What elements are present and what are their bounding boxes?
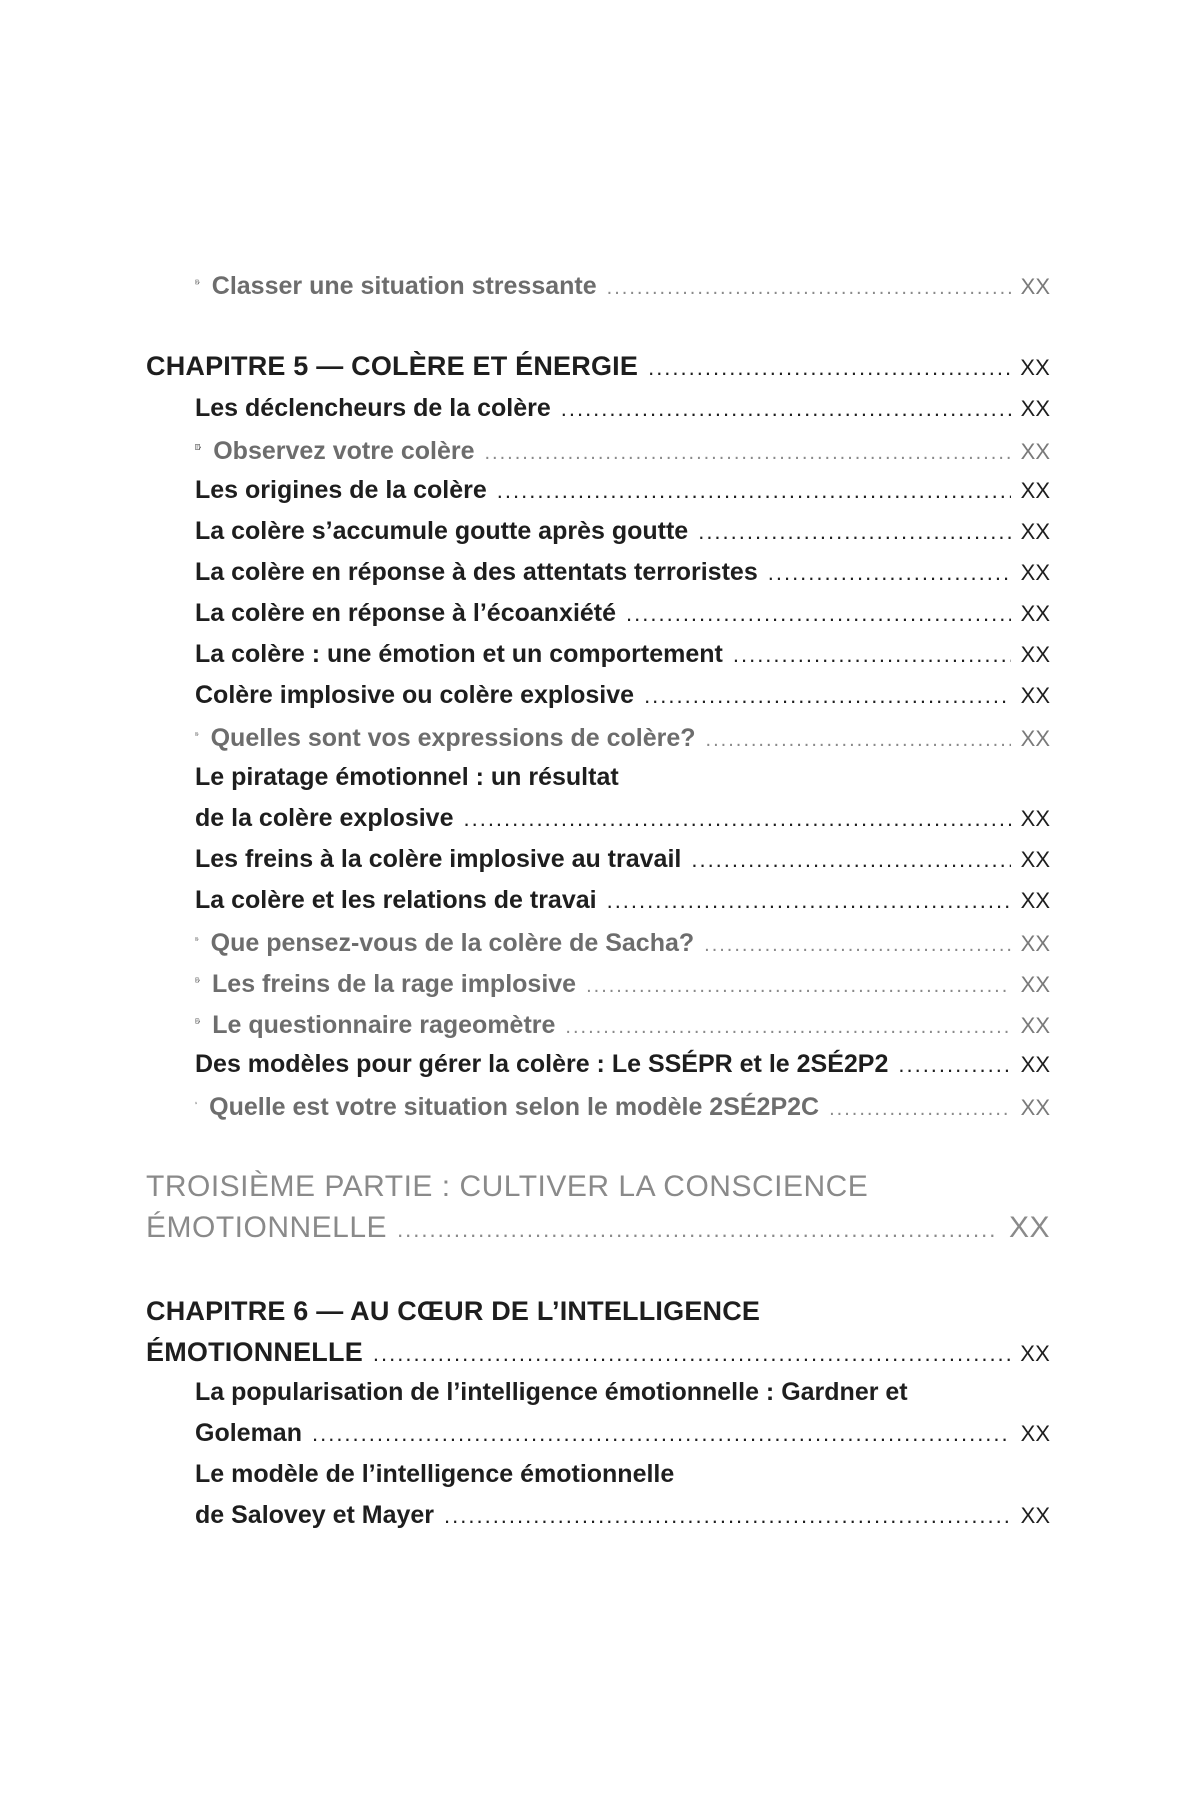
leader-dots: [898, 1052, 1010, 1078]
leader-dots: [648, 355, 1010, 381]
toc-page-number: XX: [1020, 1052, 1050, 1077]
toc-section-piratage[interactable]: [195, 804, 1050, 833]
leader-dots: [373, 1341, 1010, 1367]
leader-dots: [733, 642, 1011, 668]
notepad-pencil-icon: [195, 722, 199, 746]
notepad-pencil-icon: [195, 270, 200, 294]
leader-dots: [586, 975, 1011, 998]
toc-entry-title: Que pensez-vous de la colère de Sacha?: [210, 929, 695, 957]
toc-section-origines[interactable]: [195, 476, 1050, 505]
notepad-pencil-icon: [195, 1009, 200, 1033]
leader-dots: [829, 1098, 1011, 1121]
toc-page-number: XX: [1020, 355, 1050, 380]
notepad-pencil-icon: [195, 435, 201, 459]
toc-section-accumule[interactable]: [195, 517, 1050, 546]
toc-entry-title: Goleman: [195, 1419, 302, 1447]
toc-page-number: XX: [1020, 560, 1050, 585]
toc-chapter-6-line1[interactable]: CHAPITRE 6 — AU CŒUR DE L’INTELLIGENCE: [146, 1296, 761, 1326]
leader-dots: [565, 1016, 1010, 1039]
toc-entry-title: Classer une situation stressante: [211, 272, 597, 300]
notepad-pencil-icon: [195, 968, 200, 992]
toc-part-3[interactable]: [146, 1211, 1050, 1245]
toc-entry-title: Les freins à la colère implosive au travail: [195, 845, 682, 873]
toc-section-relations[interactable]: [195, 886, 1050, 915]
leader-dots: [312, 1421, 1011, 1447]
toc-exercise-observez[interactable]: [195, 435, 1050, 466]
toc-page-number: XX: [1020, 1341, 1050, 1366]
leader-dots: [444, 1503, 1011, 1529]
toc-entry-title: Observez votre colère: [213, 437, 475, 465]
toc-exercise-classer[interactable]: [195, 270, 1050, 301]
leader-dots: [463, 806, 1010, 832]
leader-dots: [626, 601, 1011, 627]
toc-section-popularisation[interactable]: [195, 1419, 1050, 1448]
notepad-pencil-icon: [195, 1091, 197, 1115]
toc-page-number: XX: [1020, 519, 1050, 544]
toc-page-number: XX: [1008, 1211, 1050, 1244]
toc-entry-title: La colère en réponse à des attentats terroristes: [195, 558, 758, 586]
leader-dots: [698, 519, 1010, 545]
toc-section-popularisation-line1[interactable]: La popularisation de l’intelligence émotionnelle : Gardner et: [195, 1378, 908, 1406]
toc-page-number: XX: [1020, 847, 1050, 872]
toc-page-number: XX: [1020, 726, 1050, 751]
leader-dots: [484, 442, 1010, 465]
toc-page-number: XX: [1020, 888, 1050, 913]
toc-section-ecoanxiete[interactable]: [195, 599, 1050, 628]
toc-page-number: XX: [1020, 1503, 1050, 1528]
notepad-pencil-icon: [195, 927, 199, 951]
toc-chapter-title: CHAPITRE 5 — COLÈRE ET ÉNERGIE: [146, 351, 639, 381]
toc-page-number: XX: [1020, 683, 1050, 708]
toc-entry-title: Quelles sont vos expressions de colère?: [210, 724, 696, 752]
toc-entry-title: Colère implosive ou colère explosive: [195, 681, 635, 709]
toc-entry-title: La colère et les relations de travai: [195, 886, 597, 914]
toc-exercise-2se2p2c[interactable]: [195, 1091, 1050, 1122]
leader-dots: [607, 888, 1011, 914]
toc-section-piratage-line1[interactable]: Le piratage émotionnel : un résultat: [195, 763, 619, 791]
toc-page-number: XX: [1020, 931, 1050, 956]
toc-page-number: XX: [1020, 439, 1050, 464]
leader-dots: [704, 934, 1011, 957]
toc-section-freins-travail[interactable]: [195, 845, 1050, 874]
toc-entry-title: Le questionnaire rageomètre: [212, 1011, 556, 1039]
leader-dots: [397, 1217, 999, 1243]
toc-exercise-rage-implosive[interactable]: [195, 968, 1050, 999]
toc-part-3-line1[interactable]: TROISIÈME PARTIE : CULTIVER LA CONSCIENCE: [146, 1170, 869, 1203]
leader-dots: [706, 729, 1011, 752]
leader-dots: [691, 847, 1010, 873]
toc-entry-title: La colère s’accumule goutte après goutte: [195, 517, 689, 545]
toc-page-number: XX: [1020, 1421, 1050, 1446]
toc-page-number: XX: [1020, 642, 1050, 667]
toc-entry-title: Quelle est votre situation selon le modèle 2SÉ2P2C: [209, 1093, 820, 1121]
toc-entry-title: La colère : une émotion et un comportement: [195, 640, 723, 668]
toc-entry-title: Des modèles pour gérer la colère : Le SSÉPR et le 2SÉ2P2: [195, 1050, 889, 1078]
toc-page-number: XX: [1020, 1013, 1050, 1038]
toc-entry-title: Les origines de la colère: [195, 476, 487, 504]
toc-entry-title: de la colère explosive: [195, 804, 454, 832]
toc-section-salovey-line1[interactable]: Le modèle de l’intelligence émotionnelle: [195, 1460, 675, 1488]
toc-page-number: XX: [1020, 1095, 1050, 1120]
toc-chapter-6[interactable]: [146, 1337, 1050, 1368]
toc-chapter-5[interactable]: [146, 351, 1050, 382]
toc-entry-title: de Salovey et Mayer: [195, 1501, 435, 1529]
toc-page-number: XX: [1020, 396, 1050, 421]
toc-section-implosive-explosive[interactable]: [195, 681, 1050, 710]
toc-entry-title: Les freins de la rage implosive: [212, 970, 577, 998]
leader-dots: [607, 277, 1011, 300]
toc-page-number: XX: [1020, 601, 1050, 626]
toc-section-emotion-comportement[interactable]: [195, 640, 1050, 669]
toc-section-salovey-mayer[interactable]: [195, 1501, 1050, 1530]
toc-entry-title: Les déclencheurs de la colère: [195, 394, 551, 422]
toc-chapter-title: ÉMOTIONNELLE: [146, 1337, 363, 1367]
leader-dots: [497, 478, 1011, 504]
toc-exercise-sacha[interactable]: [195, 927, 1050, 958]
toc-page-number: XX: [1020, 478, 1050, 503]
toc-exercise-expressions[interactable]: [195, 722, 1050, 753]
toc-section-declencheurs[interactable]: [195, 394, 1050, 423]
toc-exercise-rageometre[interactable]: [195, 1009, 1050, 1040]
leader-dots: [644, 683, 1011, 709]
toc-page-number: XX: [1020, 274, 1050, 299]
toc-page-number: XX: [1020, 806, 1050, 831]
leader-dots: [768, 560, 1011, 586]
toc-section-modeles[interactable]: [195, 1050, 1050, 1079]
leader-dots: [561, 396, 1011, 422]
toc-part-title: ÉMOTIONNELLE: [146, 1211, 388, 1244]
toc-page-number: XX: [1020, 972, 1050, 997]
toc-section-attentats[interactable]: [195, 558, 1050, 587]
toc-entry-title: La colère en réponse à l’écoanxiété: [195, 599, 617, 627]
